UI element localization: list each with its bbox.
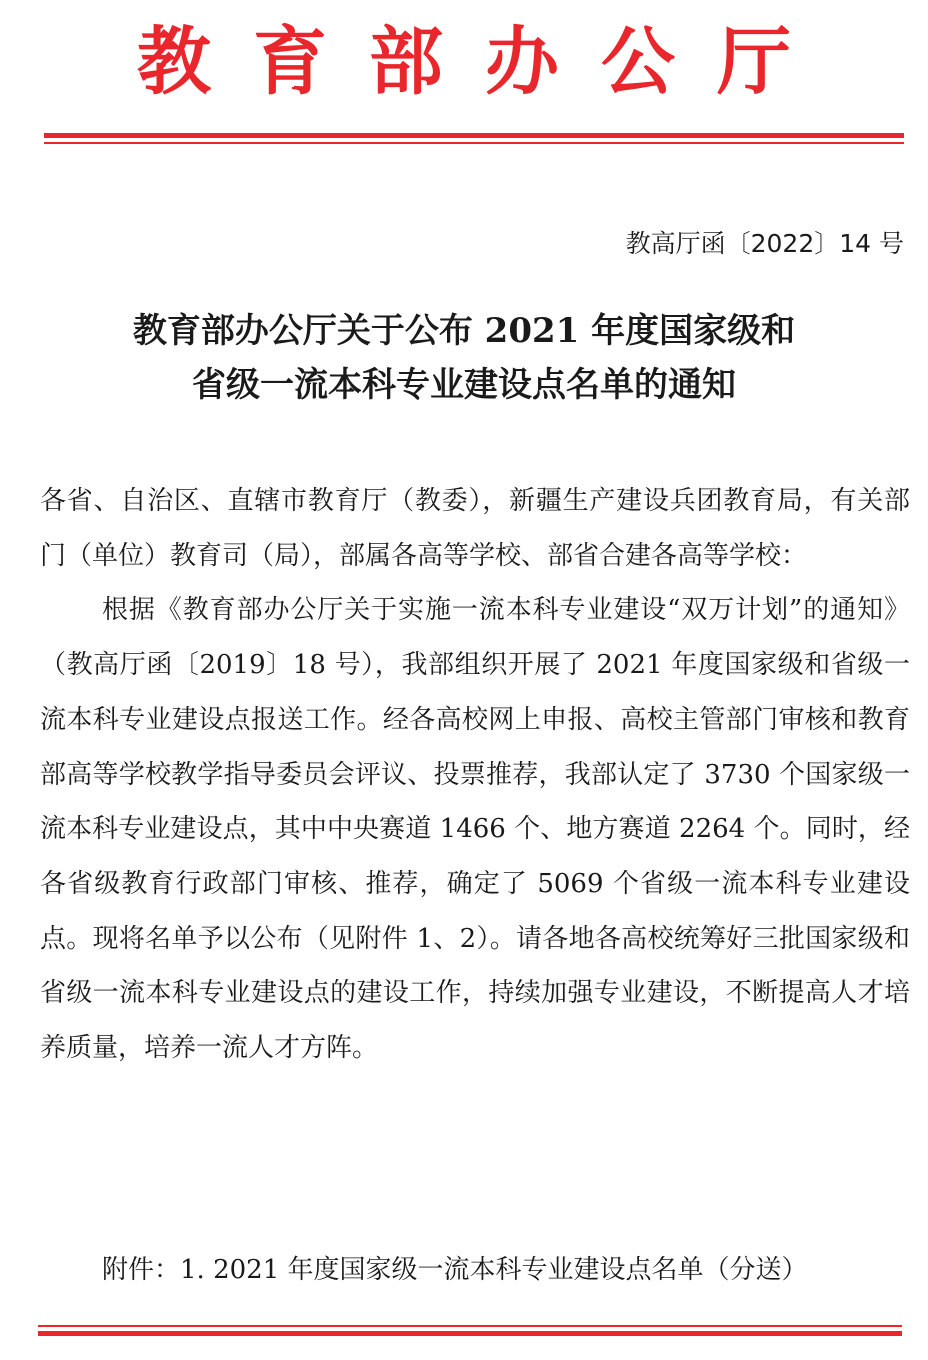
footer-rule-thin <box>38 1325 902 1327</box>
footer-rule-thick <box>38 1331 902 1336</box>
masthead-rule-thick <box>44 133 904 138</box>
document-body <box>40 474 910 1076</box>
document-number: 教高厅函〔2022〕14 号 <box>625 229 904 258</box>
issuer-masthead: 教育部办公厅 <box>137 19 833 105</box>
document-title <box>0 304 928 412</box>
document-title-line-2: 省级一流本科专业建设点名单的通知 <box>192 365 736 405</box>
document-title-line-1: 教育部办公厅关于公布 2021 年度国家级和 <box>132 311 796 351</box>
salutation: 各省、自治区、直辖市教育厅（教委），新疆生产建设兵团教育局，有关部门（单位）教育司（局），部属各高等学校、部省合建各高等学校： <box>40 486 910 571</box>
body-paragraph: 根据《教育部办公厅关于实施一流本科专业建设“双万计划”的通知》（教高厅函〔2019〕18 号），我部组织开展了 2021 年度国家级和省级一流本科专业建设点报送工作。经各高校网上申报、高校主管部门审核和教育部高等学校教学指导委员会评议、投票推荐，我部认定了 3730 个国家级一流本科专业建设点，其中中央赛道 1466 个、地方赛道 2264 个。同时，经各省级教育行政部门审核、推荐，确定了 5069 个省级一流本科专业建设点。现将名单予以公布（见附件 1、2）。请各地各高校统筹好三批国家级和省级一流本科专业建设点的建设工作，持续加强专业建设，不断提高人才培养质量，培养一流人才方阵。 <box>40 595 910 1064</box>
attachment-line: 附件：1. 2021 年度国家级一流本科专业建设点名单（分送） <box>102 1255 808 1285</box>
masthead-rule-thin <box>44 142 904 144</box>
